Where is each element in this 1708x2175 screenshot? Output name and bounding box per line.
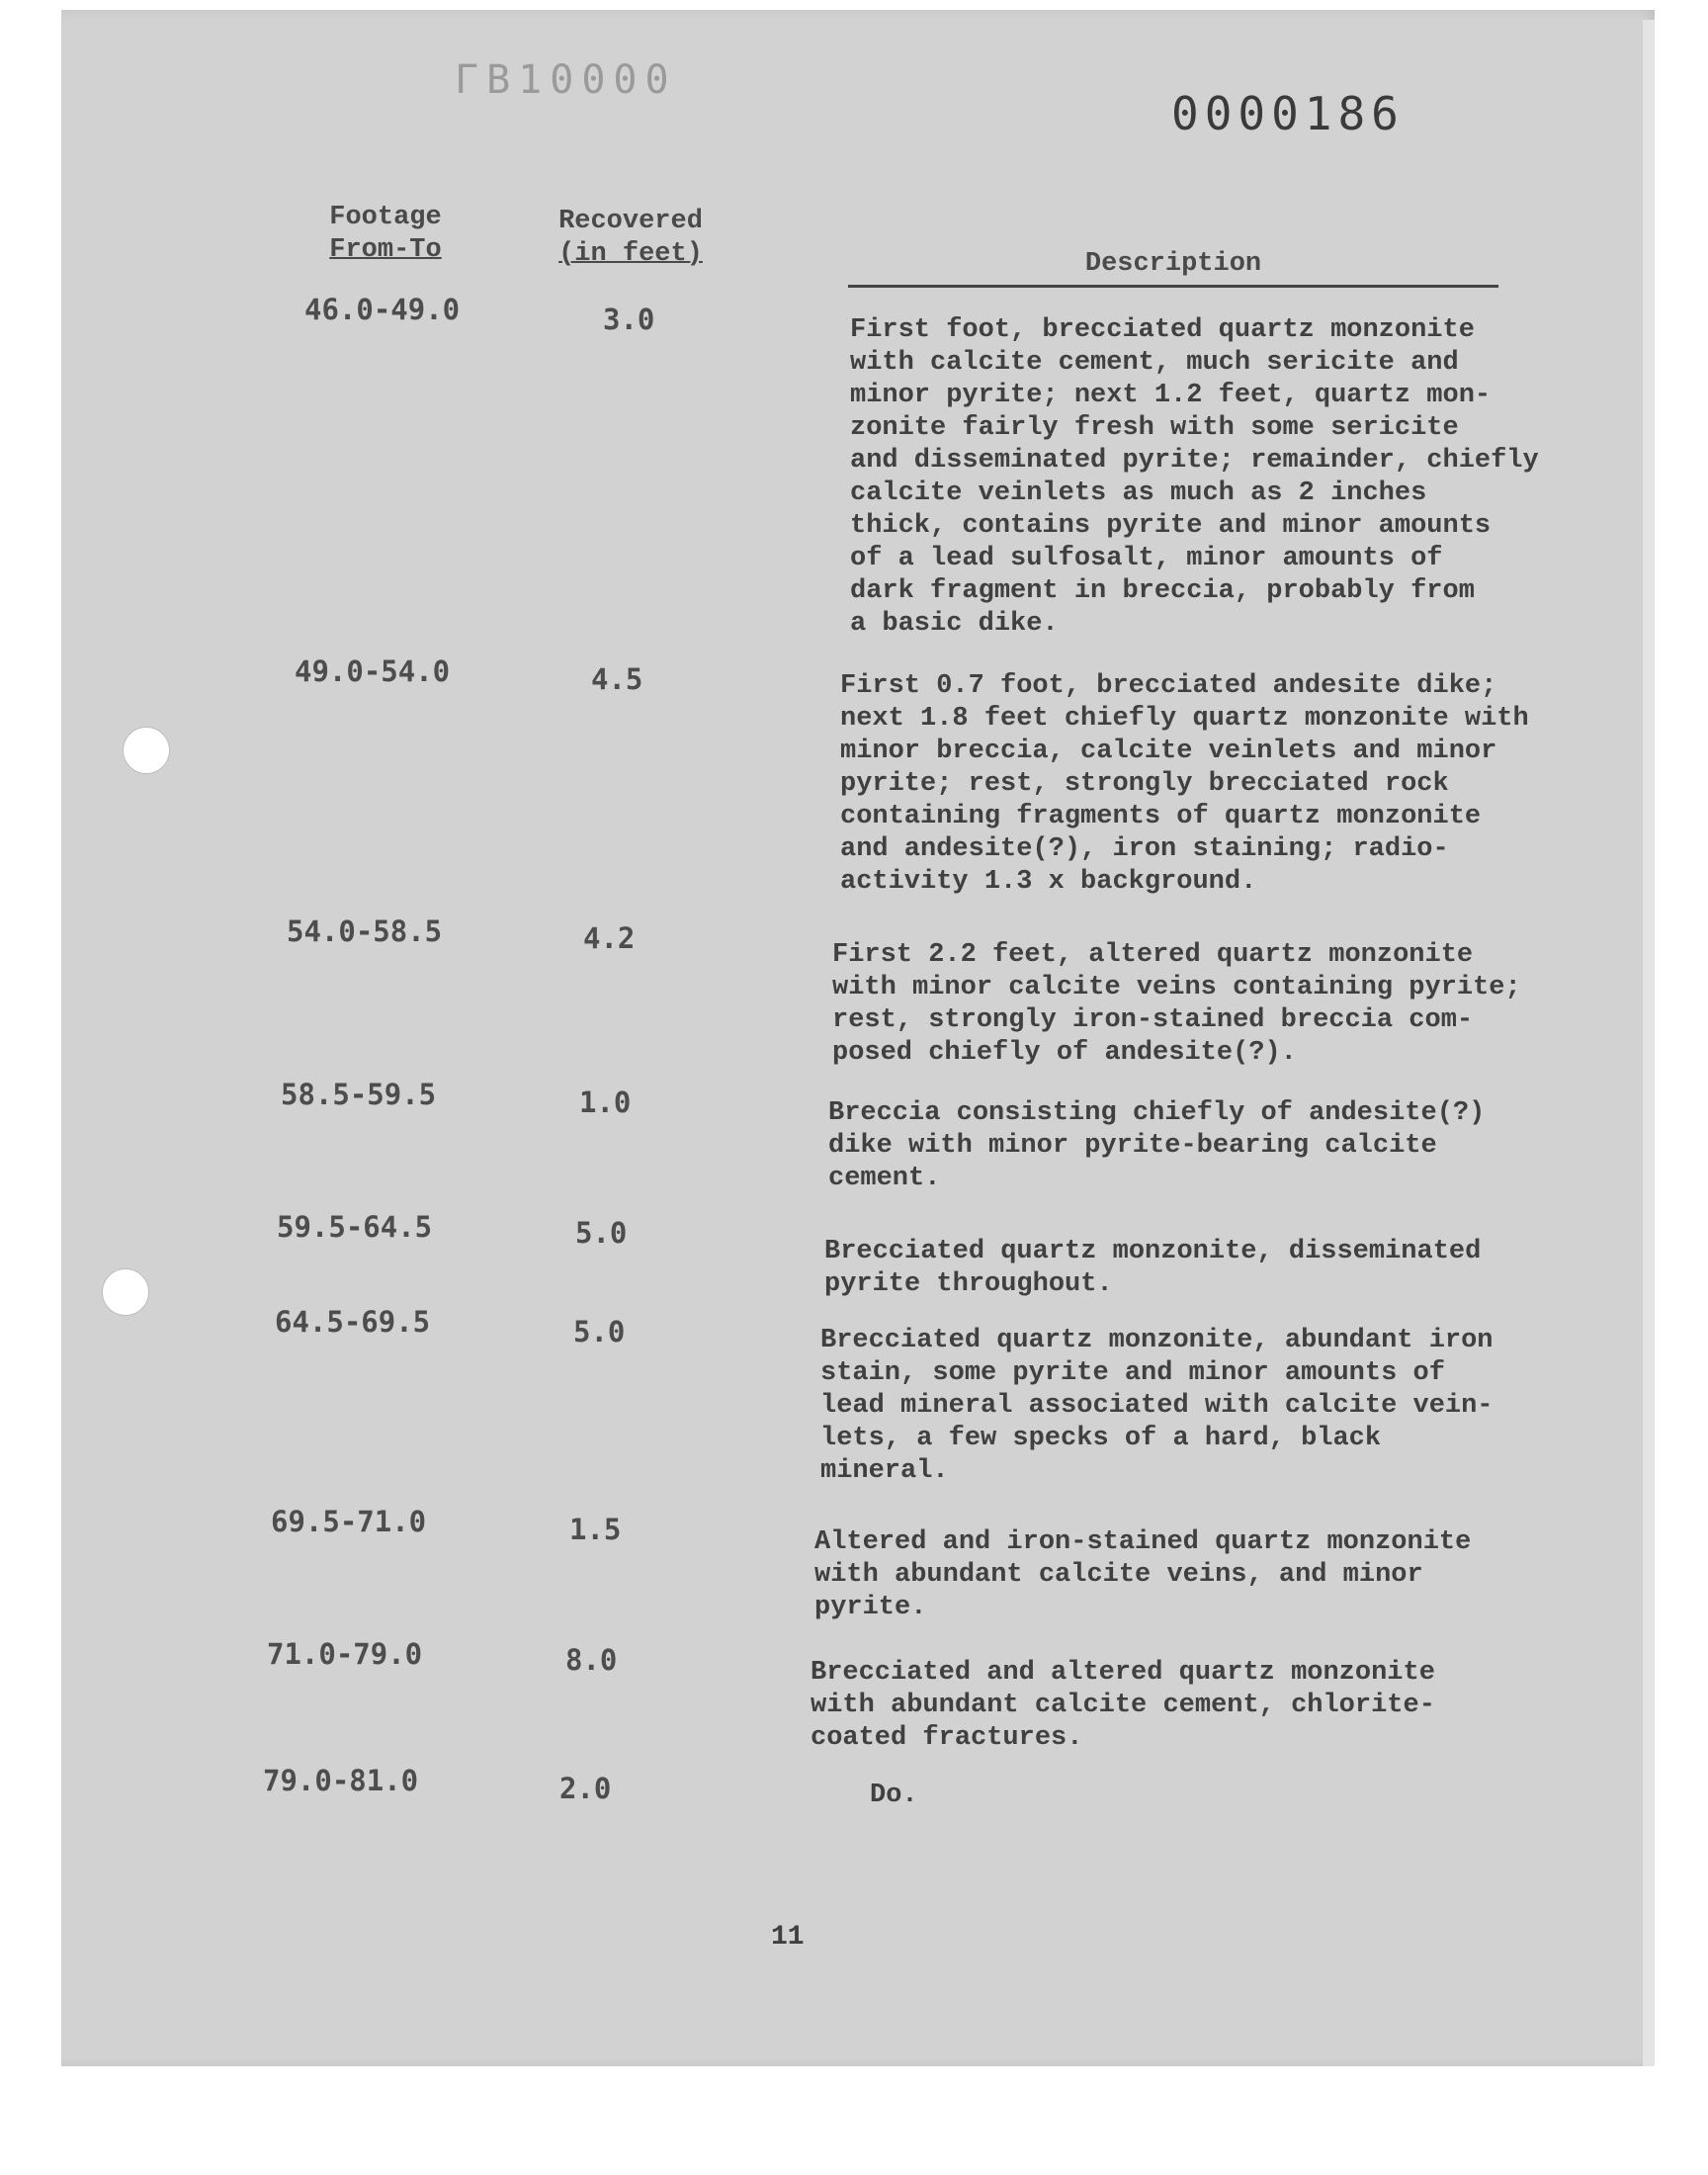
footage-header-line1: Footage xyxy=(329,203,442,232)
recovered-cell: 4.5 xyxy=(591,662,643,696)
page-number: 11 xyxy=(771,1922,805,1953)
footage-cell: 71.0-79.0 xyxy=(267,1637,423,1671)
recovered-cell: 3.0 xyxy=(603,303,655,336)
recovered-cell: 5.0 xyxy=(573,1315,626,1348)
recovered-cell: 2.0 xyxy=(559,1772,612,1805)
document-number: 0000186 xyxy=(1171,87,1405,140)
footage-cell: 79.0-81.0 xyxy=(263,1764,419,1797)
recovered-cell: 4.2 xyxy=(583,921,636,955)
footage-cell: 64.5-69.5 xyxy=(275,1305,431,1339)
description-cell: Brecciated quartz monzonite, disseminated pyrite throughout. xyxy=(824,1237,1482,1299)
description-header-label: Description xyxy=(1084,249,1262,279)
recovered-header-line2: (in feet) xyxy=(558,239,703,269)
faded-stamp: ΓΒ10000 xyxy=(455,57,677,103)
footage-cell: 58.5-59.5 xyxy=(281,1078,437,1111)
description-cell: Breccia consisting chiefly of andesite(?) dike with minor pyrite-bearing calcite cement. xyxy=(828,1098,1486,1193)
description-cell: Brecciated quartz monzonite, abundant iron stain, some pyrite and minor amounts of lead mineral associated with calcite vein- lets, a few specks of a hard, black mineral. xyxy=(820,1326,1494,1486)
footage-cell: 54.0-58.5 xyxy=(287,914,443,948)
description-cell: First 0.7 foot, brecciated andesite dike; next 1.8 feet chiefly quartz monzonite with minor breccia, calcite veinlets and minor pyrite; rest, strongly brecciated rock containing fragments of quartz monzonite and andesite(?), iron staining; radio- activity 1.3 x background. xyxy=(840,671,1529,897)
footage-cell: 69.5-71.0 xyxy=(271,1505,427,1538)
recovered-cell: 1.0 xyxy=(579,1086,632,1119)
description-cell: Do. xyxy=(870,1781,918,1810)
footage-cell: 46.0-49.0 xyxy=(304,293,461,326)
description-cell: First foot, brecciated quartz monzonite with calcite cement, much sericite and minor pyrite; next 1.2 feet, quartz mon- zonite fairly fresh with some sericite and disseminated pyrite; remainder, chiefly calcite veinlets as much as 2 inches thick, contains pyrite and minor amounts of a lead sulfosalt, minor amounts of dark fragment in breccia, probably from a basic dike. xyxy=(850,315,1539,639)
recovered-cell: 8.0 xyxy=(565,1643,618,1677)
description-cell: Brecciated and altered quartz monzonite with abundant calcite cement, chlorite- coated fractures. xyxy=(811,1658,1435,1753)
recovered-cell: 5.0 xyxy=(575,1216,628,1250)
footage-cell: 49.0-54.0 xyxy=(295,654,451,688)
footage-header-line2: From-To xyxy=(329,235,442,265)
footage-cell: 59.5-64.5 xyxy=(277,1210,433,1244)
recovered-header-line1: Recovered xyxy=(558,207,703,236)
recovered-cell: 1.5 xyxy=(569,1513,622,1546)
description-cell: Altered and iron-stained quartz monzonite with abundant calcite veins, and minor pyrite. xyxy=(814,1527,1472,1622)
description-cell: First 2.2 feet, altered quartz monzonite with minor calcite veins containing pyrite; rest, strongly iron-stained breccia com- posed chiefly of andesite(?). xyxy=(832,940,1521,1068)
